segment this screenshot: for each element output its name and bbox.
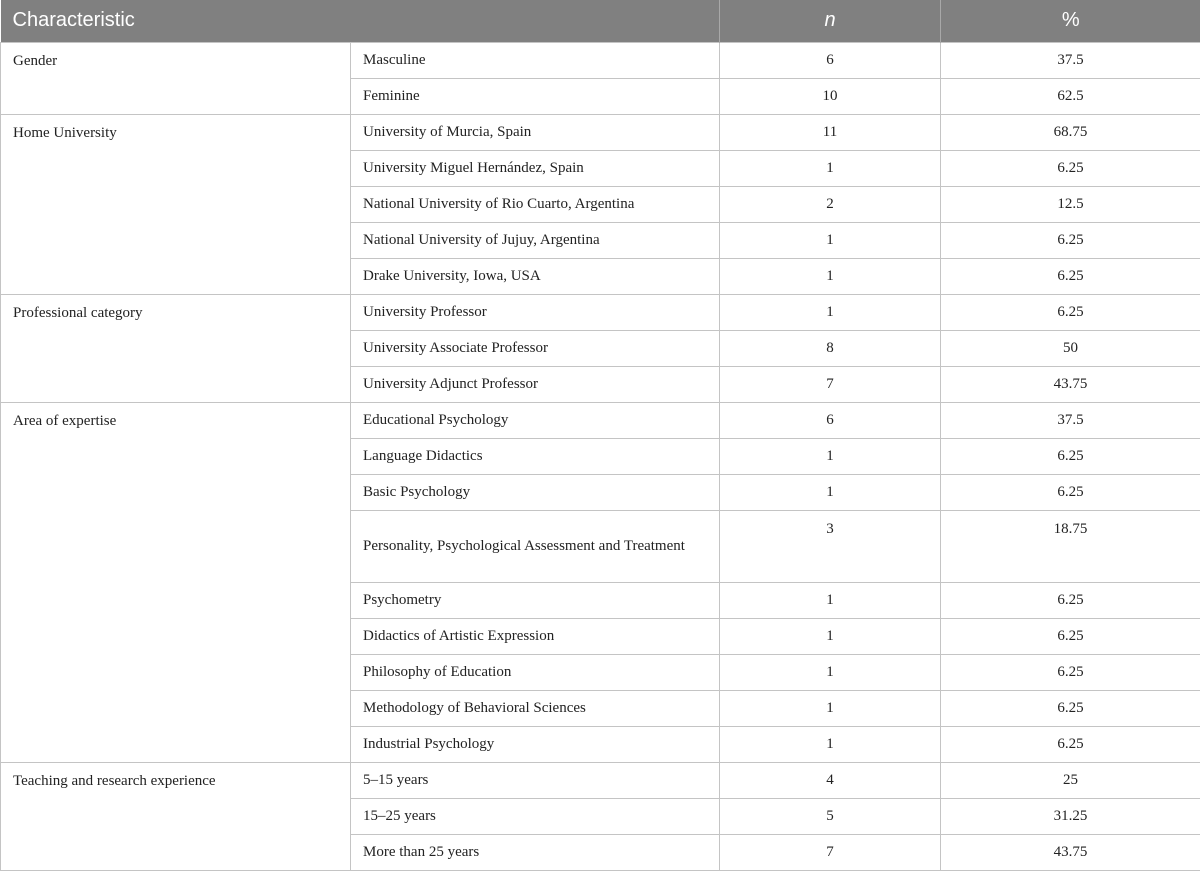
percent-cell: 18.75 xyxy=(941,510,1200,582)
percent-cell: 6.25 xyxy=(941,618,1200,654)
count-cell: 2 xyxy=(720,186,941,222)
count-cell: 1 xyxy=(720,222,941,258)
subcategory-cell: Psychometry xyxy=(351,582,720,618)
table-header xyxy=(1,0,1200,42)
subcategory-cell: Philosophy of Education xyxy=(351,654,720,690)
category-cell: Gender xyxy=(1,42,351,114)
subcategory-cell: National University of Jujuy, Argentina xyxy=(351,222,720,258)
count-cell: 5 xyxy=(720,798,941,834)
count-cell: 1 xyxy=(720,654,941,690)
percent-cell: 37.5 xyxy=(941,42,1200,78)
percent-cell: 6.25 xyxy=(941,726,1200,762)
category-cell: Professional category xyxy=(1,294,351,402)
percent-cell: 43.75 xyxy=(941,834,1200,870)
count-cell: 10 xyxy=(720,78,941,114)
subcategory-cell: Educational Psychology xyxy=(351,402,720,438)
subcategory-cell: University Associate Professor xyxy=(351,330,720,366)
percent-cell: 50 xyxy=(941,330,1200,366)
subcategory-cell: Methodology of Behavioral Sciences xyxy=(351,690,720,726)
subcategory-cell: More than 25 years xyxy=(351,834,720,870)
count-cell: 1 xyxy=(720,294,941,330)
percent-cell: 6.25 xyxy=(941,294,1200,330)
count-cell: 3 xyxy=(720,510,941,582)
table-row xyxy=(1,762,1200,798)
percent-cell: 6.25 xyxy=(941,150,1200,186)
percent-cell: 6.25 xyxy=(941,474,1200,510)
subcategory-cell: Personality, Psychological Assessment and Treatment xyxy=(351,510,720,582)
percent-cell: 68.75 xyxy=(941,114,1200,150)
count-cell: 1 xyxy=(720,474,941,510)
subcategory-cell: Industrial Psychology xyxy=(351,726,720,762)
table-body xyxy=(1,42,1200,870)
subcategory-cell: National University of Rio Cuarto, Argentina xyxy=(351,186,720,222)
count-cell: 1 xyxy=(720,150,941,186)
table-row xyxy=(1,114,1200,150)
subcategory-cell: 5–15 years xyxy=(351,762,720,798)
table-row xyxy=(1,402,1200,438)
percent-cell: 31.25 xyxy=(941,798,1200,834)
count-cell: 7 xyxy=(720,366,941,402)
subcategory-cell: Language Didactics xyxy=(351,438,720,474)
category-cell: Teaching and research experience xyxy=(1,762,351,870)
count-cell: 7 xyxy=(720,834,941,870)
count-cell: 8 xyxy=(720,330,941,366)
subcategory-cell: University of Murcia, Spain xyxy=(351,114,720,150)
subcategory-cell: University Professor xyxy=(351,294,720,330)
percent-cell: 6.25 xyxy=(941,222,1200,258)
count-cell: 4 xyxy=(720,762,941,798)
count-cell: 6 xyxy=(720,402,941,438)
subcategory-cell: 15–25 years xyxy=(351,798,720,834)
category-cell: Area of expertise xyxy=(1,402,351,762)
count-cell: 1 xyxy=(720,726,941,762)
header-row xyxy=(1,0,1200,42)
count-cell: 1 xyxy=(720,258,941,294)
subcategory-cell: University Adjunct Professor xyxy=(351,366,720,402)
subcategory-cell: Drake University, Iowa, USA xyxy=(351,258,720,294)
subcategory-cell: University Miguel Hernández, Spain xyxy=(351,150,720,186)
percent-cell: 6.25 xyxy=(941,690,1200,726)
count-cell: 1 xyxy=(720,618,941,654)
header-characteristic: Characteristic xyxy=(1,0,720,42)
percent-cell: 6.25 xyxy=(941,258,1200,294)
percent-cell: 12.5 xyxy=(941,186,1200,222)
subcategory-cell: Didactics of Artistic Expression xyxy=(351,618,720,654)
subcategory-cell: Masculine xyxy=(351,42,720,78)
header-percent: % xyxy=(941,0,1200,42)
percent-cell: 62.5 xyxy=(941,78,1200,114)
header-n: n xyxy=(720,0,941,42)
table-row xyxy=(1,294,1200,330)
category-cell: Home University xyxy=(1,114,351,294)
subcategory-cell: Feminine xyxy=(351,78,720,114)
count-cell: 11 xyxy=(720,114,941,150)
percent-cell: 37.5 xyxy=(941,402,1200,438)
count-cell: 6 xyxy=(720,42,941,78)
percent-cell: 43.75 xyxy=(941,366,1200,402)
count-cell: 1 xyxy=(720,690,941,726)
percent-cell: 6.25 xyxy=(941,438,1200,474)
percent-cell: 6.25 xyxy=(941,582,1200,618)
subcategory-cell: Basic Psychology xyxy=(351,474,720,510)
count-cell: 1 xyxy=(720,582,941,618)
percent-cell: 25 xyxy=(941,762,1200,798)
table-row xyxy=(1,42,1200,78)
percent-cell: 6.25 xyxy=(941,654,1200,690)
count-cell: 1 xyxy=(720,438,941,474)
